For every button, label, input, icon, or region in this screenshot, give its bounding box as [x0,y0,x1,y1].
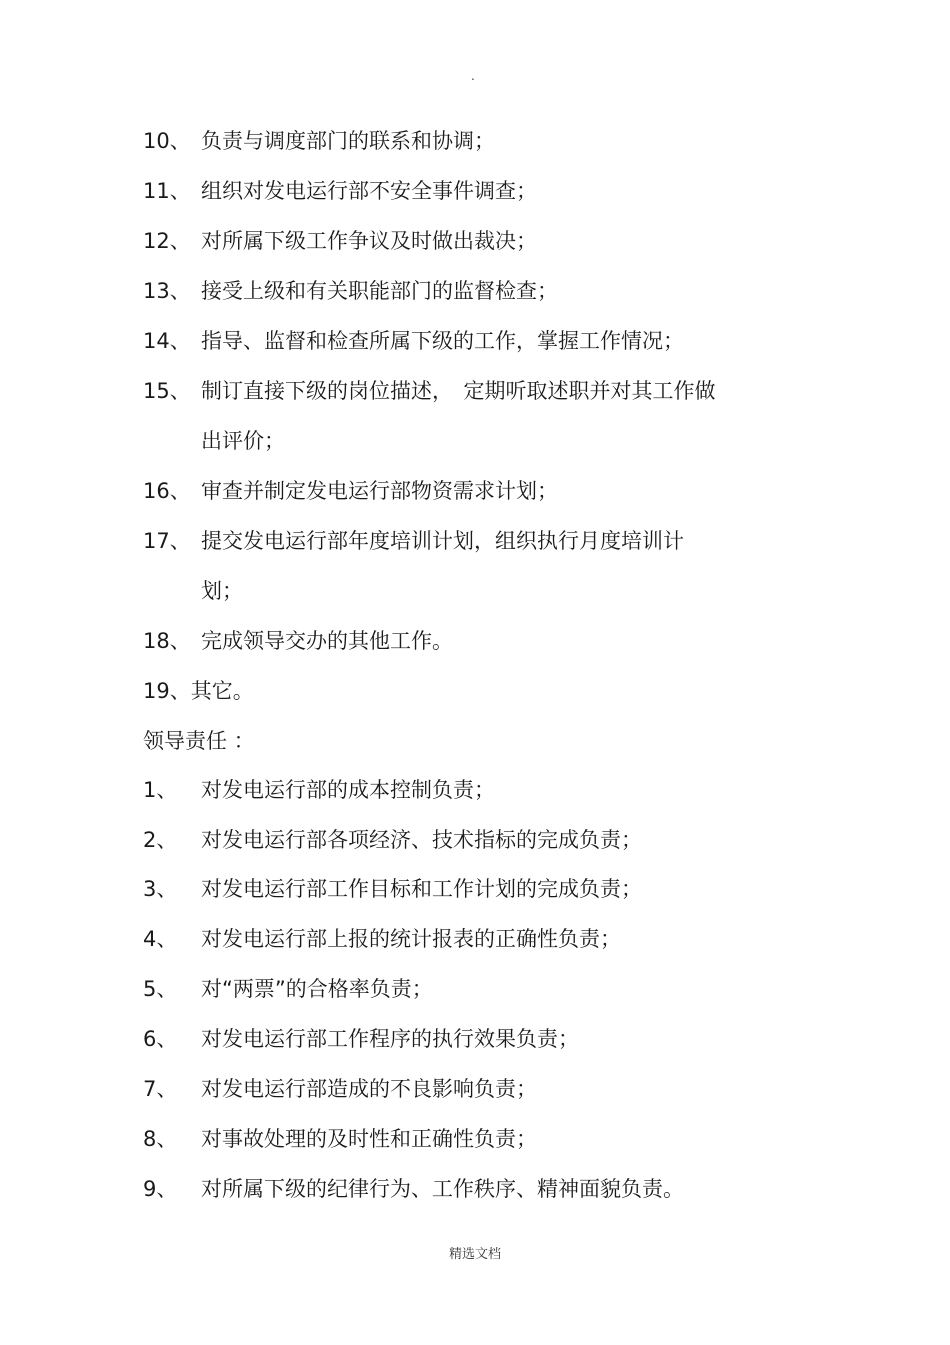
item-number: 9、 [143,1177,178,1201]
item-text: 组织对发电运行部不安全事件调查； [201,179,537,203]
section-title: 领导责任 ： [143,729,255,753]
item-number: 18、 [143,629,191,653]
item-text: 对发电运行部的成本控制负责； [201,778,495,802]
item-text: 制订直接下级的岗位描述， 定期听取述职并对其工作做 [201,379,716,403]
item-number: 17、 [143,529,191,553]
item-number: 5、 [143,977,178,1001]
item-number: 3、 [143,877,178,901]
item-number: 14、 [143,329,191,353]
item-text: 对发电运行部上报的统计报表的正确性负责； [201,927,621,951]
item-number: 2、 [143,828,178,852]
item-number: 6、 [143,1027,178,1051]
item-text: 对事故处理的及时性和正确性负责； [201,1127,537,1151]
item-text: 指导、监督和检查所属下级的工作，掌握工作情况； [201,329,684,353]
duty-item-15-continuation: 出评价； [201,429,285,453]
item-text: 完成领导交办的其他工作。 [201,629,453,653]
item-number: 15、 [143,379,191,403]
item-number: 11、 [143,179,191,203]
item-number: 12、 [143,229,191,253]
item-number: 10、 [143,129,191,153]
item-number: 16、 [143,479,191,503]
item-number: 7、 [143,1077,178,1101]
page-footer: 精选文档 [448,1247,501,1262]
item-text: 对所属下级的纪律行为、工作秩序、精神面貌负责。 [201,1177,684,1201]
header-mark: . [471,69,475,83]
duty-item-17-continuation: 划； [201,579,243,603]
item-text: 对“两票”的合格率负责； [201,977,433,1001]
duty-item-19: 19、其它。 [143,679,254,703]
item-number: 4、 [143,927,178,951]
item-number: 1、 [143,778,178,802]
item-text: 对发电运行部工作程序的执行效果负责； [201,1027,579,1051]
item-text: 对发电运行部各项经济、技术指标的完成负责； [201,828,642,852]
item-text: 负责与调度部门的联系和协调； [201,129,495,153]
item-number: 13、 [143,279,191,303]
item-text: 提交发电运行部年度培训计划，组织执行月度培训计 [201,529,684,553]
item-text: 对发电运行部工作目标和工作计划的完成负责； [201,877,642,901]
item-text: 对发电运行部造成的不良影响负责； [201,1077,537,1101]
item-text: 审查并制定发电运行部物资需求计划； [201,479,558,503]
item-text: 对所属下级工作争议及时做出裁决； [201,229,537,253]
item-number: 8、 [143,1127,178,1151]
item-text: 接受上级和有关职能部门的监督检查； [201,279,558,303]
